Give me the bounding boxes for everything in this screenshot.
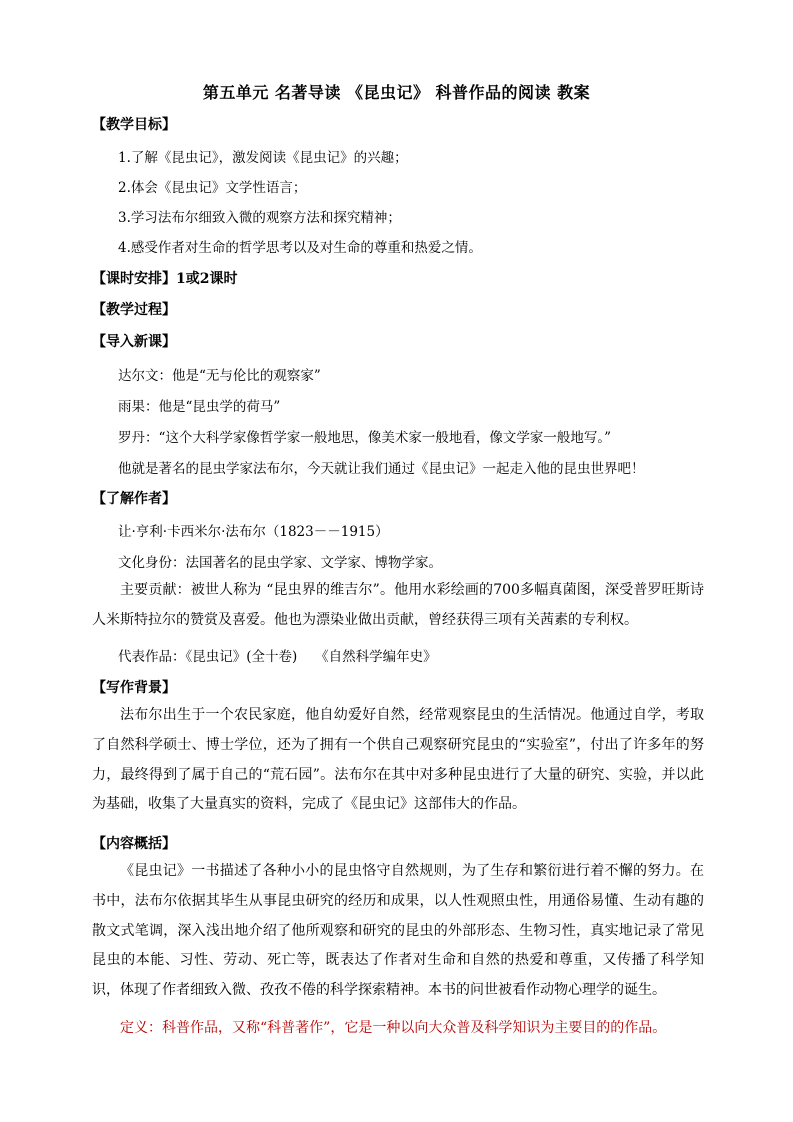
intro-line-lead: 他就是著名的昆虫学家法布尔，今天就让我们通过《昆虫记》一起走入他的昆虫世界吧！: [118, 461, 645, 477]
intro-line-darwin: 达尔文：他是“无与伦比的观察家”: [118, 368, 321, 384]
heading-writing-background: 【写作背景】: [92, 680, 176, 696]
goal-item-2: 2.体会《昆虫记》文学性语言；: [118, 180, 307, 196]
heading-content-summary: 【内容概括】: [92, 836, 176, 852]
summary-paragraph: 《昆虫记》一书描述了各种小小的昆虫恪守自然规则，为了生存和繁衍进行着不懈的努力。在书中，法布尔依据其毕生从事昆虫研究的经历和成果，以人性观照虫性，用通俗易懂、生动有趣的散文式笔调，深入浅出地介绍了他所观察和研究的昆虫的外部形态、生物习性，真实地记录了常见昆虫的本能、习性、劳动、死亡等，既表达了作者对生命和自然的热爱和尊重，又传播了科学知识，体现了作者细致入微、孜孜不倦的科学探索精神。本书的问世被看作动物心理学的诞生。: [92, 863, 704, 999]
author-works-line: 代表作品：《昆虫记》(全十卷) 《自然科学编年史》: [118, 649, 437, 665]
goal-item-3: 3.学习法布尔细致入微的观察方法和探究精神；: [118, 210, 401, 226]
heading-teaching-process: 【教学过程】: [92, 302, 176, 318]
heading-class-schedule: 【课时安排】1或2课时: [92, 271, 238, 287]
goal-item-4: 4.感受作者对生命的哲学思考以及对生命的尊重和热爱之情。: [118, 240, 482, 256]
author-identity-line: 文化身份：法国著名的昆虫学家、文学家、博物学家。: [118, 555, 442, 571]
heading-introduction: 【导入新课】: [92, 334, 176, 350]
intro-line-hugo: 雨果：他是“昆虫学的荷马”: [118, 399, 281, 415]
author-contribution-paragraph: 主要贡献：被世人称为 “昆虫界的维吉尔”。他用水彩绘画的700多幅真菌图，深受普罗旺斯诗人米斯特拉尔的赞赏及喜爱。他也为漂染业做出贡献，曾经获得三项有关茜素的专利权。: [92, 582, 704, 628]
definition-paragraph: 定义：科普作品，又称“科普著作”，它是一种以向大众普及科学知识为主要目的的作品。: [120, 1020, 667, 1036]
goal-item-1: 1.了解《昆虫记》，激发阅读《昆虫记》的兴趣；: [118, 150, 408, 166]
page-title: 第五单元 名著导读 《昆虫记》 科普作品的阅读 教案: [202, 83, 591, 102]
heading-teaching-goals: 【教学目标】: [92, 117, 176, 133]
background-paragraph: 法布尔出生于一个农民家庭，他自幼爱好自然，经常观察昆虫的生活情况。他通过自学，考取了自然科学硕士、博士学位，还为了拥有一个供自己观察研究昆虫的“实验室”，付出了许多年的努力，最终得到了属于自己的“荒石园”。法布尔在其中对多种昆虫进行了大量的研究、实验，并以此为基础，收集了大量真实的资料，完成了《昆虫记》这部伟大的作品。: [92, 707, 704, 813]
author-name-line: 让·亨利·卡西米尔·法布尔（1823－－1915）: [118, 524, 389, 540]
heading-about-author: 【了解作者】: [92, 491, 176, 507]
intro-line-rodin: 罗丹：“这个大科学家像哲学家一般地思，像美术家一般地看，像文学家一般地写。”: [118, 430, 612, 446]
